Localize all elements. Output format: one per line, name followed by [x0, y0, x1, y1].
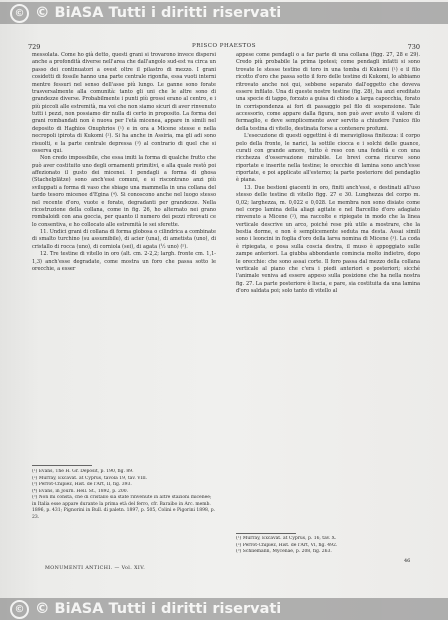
journal-footer: MONUMENTI ANTICHI. — Vol. XIV. [45, 566, 146, 571]
footnote: (³) Perrot-Chipiez, Hist. de l'Art, II, fig. 393. [32, 482, 132, 487]
footnote-divider-right [236, 533, 296, 534]
page-number-right: 730 [407, 43, 420, 51]
page-number-left: 729 [28, 43, 41, 51]
left-footnotes [32, 469, 216, 521]
footnote: (²) Perrot-Chipiez, Hist. de l'Art, VI, fig. 492. [236, 542, 338, 548]
copyright-icon: © [10, 600, 29, 619]
copyright-icon: © [10, 4, 29, 23]
footnote: (¹) Murray, Excavat. at Cyprus, p. 16, tav. X. [236, 536, 337, 541]
signature-number: 46 [404, 558, 411, 564]
paragraph: L'esecuzione di questi oggettini è di meravigliosa finitezza: il corpo pelo della fronte, le narici, la sottile ciocca e i solchi delle guance, curati con grande amore, tutto è reso con una fedeltà e con una ricchezza d'osservazione mirabile. Le brevi corna ricurve sono riportate e inserite nella testine; le orecchie di lamina sono anch'esse riportate, e poi applicate all'esterno; la parte posteriore del pendaglio è piana. [236, 133, 420, 184]
right-footnotes [236, 536, 420, 556]
paragraph: 12. Tre testine di vitello in oro (alt. cm. 2-2,2; largh. fronte cm. 1,1-1,3) anch'esse degradate, come mostra un foro che passa sotto le orecchie, a esser [32, 251, 216, 272]
watermark-banner-top [0, 2, 448, 24]
watermark-banner-bottom [0, 598, 448, 620]
left-column [32, 52, 216, 273]
paragraph: 13. Due bestioni giacenti in oro, finiti anch'essi, e destinati all'uso stesso delle testine di vitello figg. 27 e 30. Lunghezza del corpo m. 0,02; larghezza, m. 0,022 e 0,028. Le membra non sono disiate come nel corpo lamina della aliagi agitate e nel Barcellio d'oro adagiato rinvenuto a Micene (²), ma raccolte e ripiegate in modo che la linea verticale descrive un arco, poiché rese più utile a mostrare, che la bestia dorme, e non è semplicemente seduta ma desta. Assai simili sono i leoncini in foglia d'oro della larva nomina di Micene (³). La coda è ripiegata, e posa sulla coscia destra, il muso è appoggiato sulle zampe anteriori. La giubba abbondante comincia molto indietro, dopo le orecchie: che sono assai corte. Il foro passa dal mezzo della collana verticale al piano che c'era i piedi anteriori e posteriori; sicché l'animale veniva ad essere appeso sulla posizione che ha nella nostra fig. 27. La parte posteriore è liscia, e pare, sia costituita da una lamina d'oro saldata poi; solo tanto di vitello al [236, 184, 420, 294]
footnote: (⁵) Non mi consta, che di cristallo sia state rinvenute in altre stazioni micenee; in Italia esse appare durante la prima età del ferro, cfr. Baraibo in Arc. memb. 1896, p. 431; Pignorini in Bull. di paletn. 1897, p. 505, Colini e Pigorini 1898, p. 23. [32, 495, 216, 520]
watermark-text: © BiASA Tutti i diritti riservati [35, 601, 282, 617]
footnote: (²) Murray, Excavat. at Cyprus, tavola 19, tav. VIII. [32, 475, 148, 481]
footnote: (¹) Evans, The H. Gr. Deposit, p. 190, fig. 89. [32, 469, 134, 474]
paragraph: Non credo impossibile, che essa imiti la forma di qualche frutto che può aver costituito uno degli ornamenti primitivi, e alla quale restò poi affezionato il gusto dei micenei. I pendagli a forma di ghosa (Stachelplätze) sono anch'essi comuni, e si riscontrano anzi più sviluppati a forma di vaso che sbiage una mammella in una collana del tardo tesoro micenee d'Egina (⁴). Si conoscono anche nel luogo stesso nel recente d'oro, vuote e forate, degradanti per grandezze. Nella ricostruzione della collana, come in fig. 26, ho alternato nei grano rombaloidi con ana goccia, per quanto il numero dei pezzi ritrovati ce lo consentiva, e ho collocato alle estremità le sei sferette. [32, 155, 216, 228]
paragraph: messolata. Come ho già detto, questi grani si trovarono invece dispersi anche a profondità diverse nell'area che dall'angolo sud-est va circa un passo dei continuatori a ovest oltre il pilastro di mezzo. I grani cosidetti di fossile hanno una parte centrale rigonfia, essa vuoti interni mentre fessuri nel senso dell'asse più lungo. Le ganne sono forate trasversalmente alla comunità: tanto gli uni che le altre sono di grandezze diverse. Probabilmente i punti più grossi erano al centro, e i più piccoli alle estremità, ma voi che non siamo sicuri di aver rinvenuto tutti i pezzi, non possiamo dir nulla di certo in proposito. La forma dei grani rombandati non è nuova per l'età micenea, appare in simili nel deposito di Haghios Onuphrios (¹) e in ora a Micene stesse e nella necropoli ipirota di Kukomi (²). Si ha anche in Assiria, ma gli adi sono risuolti, e la parte centrale depressa (³) al contrario di quel che si osserva qui. [32, 52, 216, 154]
right-column [236, 52, 420, 295]
footnote: (³) Schliemann, Mycenae, p. 208, fig. 263. [236, 549, 332, 554]
paragraph: 11. Undici grani di collana di forma globosa o cilindrica a combinate di smalto turchino (su assumibile), di acier (una), di ametista (uno), di cristallo di rocca (uno), di corniola (sei), di agata (½ uno) (⁵). [32, 229, 216, 250]
watermark-text: © BiASA Tutti i diritti riservati [35, 5, 282, 21]
running-title: PRISCO PHAESTOS [192, 43, 256, 49]
footnote: (⁴) Evans, in Journ. Hell. St., 1892, p. 200. [32, 488, 128, 494]
paragraph: appese come pendagli o a far parte di una collana (figg. 27, 28 e 29). Credo più probabile la prima ipotesi; come pendagli infatti si sono trovate le stesse testine di toro in una tomba di Kukomi (¹) e il filo ricotto d'oro che passa sotto il foro delle testine di Kukomi, lo abbiamo ritrovato anche noi qui, sebbene separato dall'oggetto che doveva essere infilato. Una di queste nostre testine (fig. 28), ha anzi ereditato una specie di tappo, forzato a guisa di chiodo a larga capocchia, forato in corrispondenza ai fori di passaggio pel filo di sospensione. Tale accessorio, come appare dalla figura, non può aver avuto il valore di fermaglio, e deve semplicemente aver servito a chiudere l'unico filo della testina di vitello, destinata forse a contenere profumi. [236, 52, 420, 132]
running-header [28, 43, 420, 51]
footnote-divider-left [32, 465, 92, 466]
